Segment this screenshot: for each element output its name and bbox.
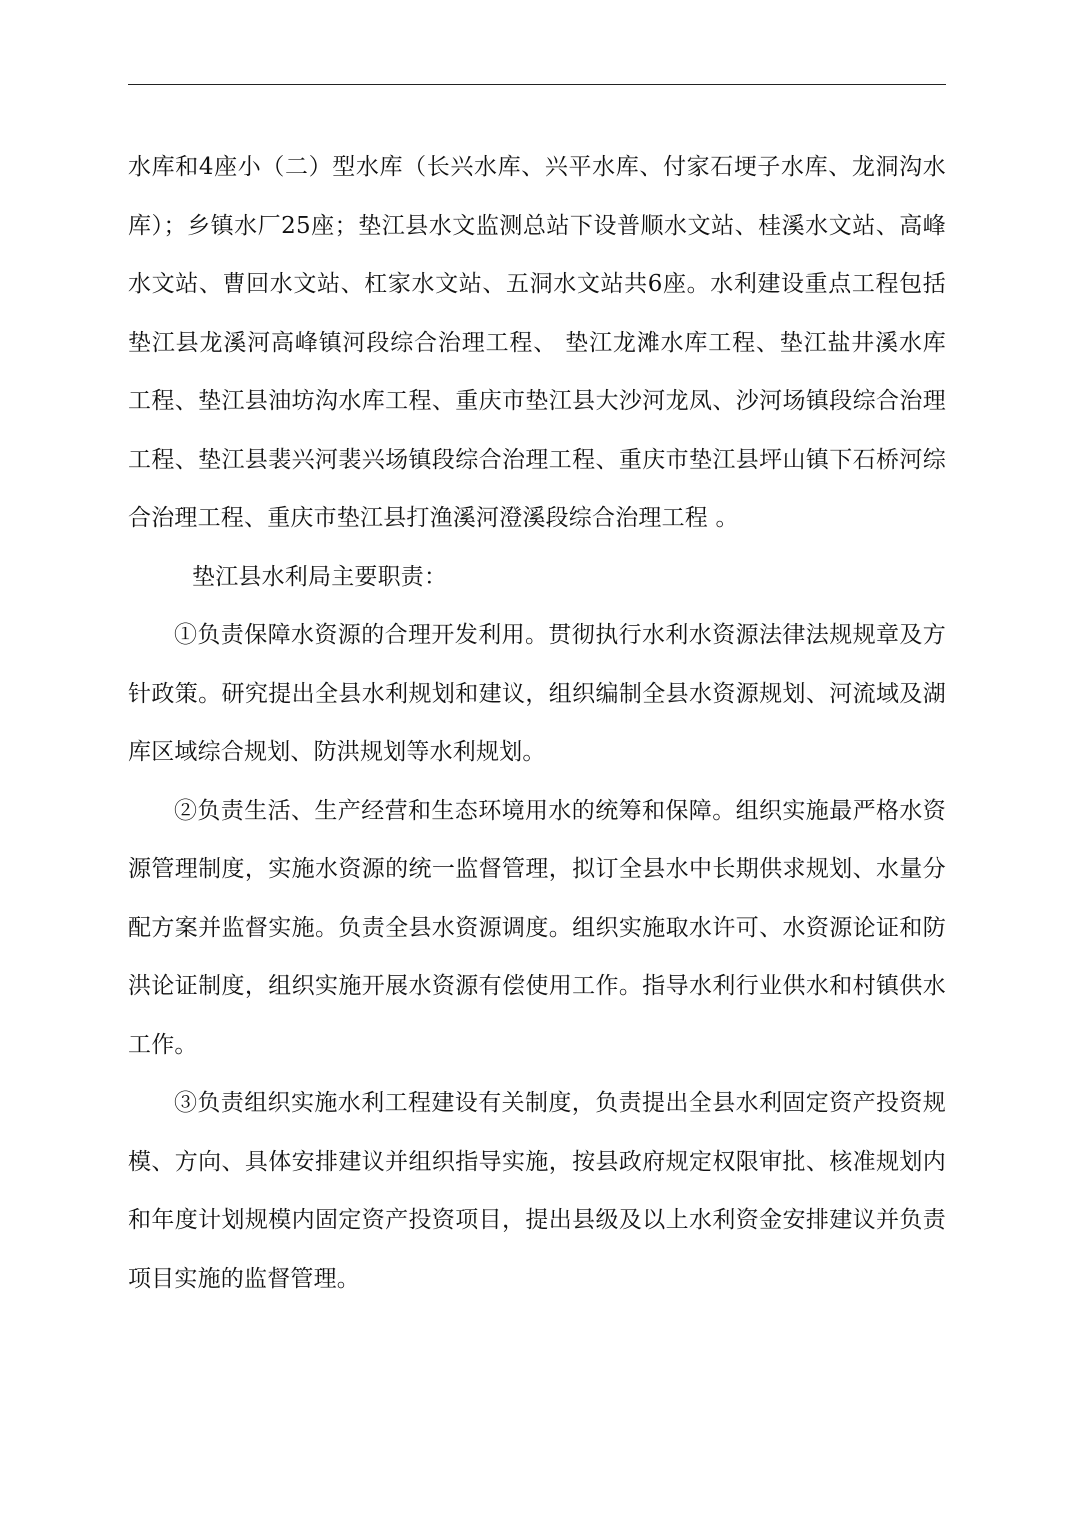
paragraph-duty-2: ②负责生活、生产经营和生态环境用水的统筹和保障。组织实施最严格水资源管理制度，实施水资源的统一监督管理，拟订全县水中长期供求规划、水量分配方案并监督实施。负责全县水资源调度。组织实施取水许可、水资源论证和防洪论证制度，组织实施开展水资源有偿使用工作。指导水利行业供水和村镇供水工作。 [128, 797, 946, 1058]
paragraph-intro: 水库和4座小（二）型水库（长兴水库、兴平水库、付家石埂子水库、龙洞沟水库）；乡镇水厂25座；垫江县水文监测总站下设普顺水文站、桂溪水文站、高峰水文站、曹回水文站、杠家水文站、五洞水文站共6座。水利建设重点工程包括垫江县龙溪河高峰镇河段综合治理工程、 垫江龙滩水库工程、垫江盐井溪水库工程、垫江县油坊沟水库工程、重庆市垫江县大沙河龙凤、沙河场镇段综合治理工程、垫江县裴兴河裴兴场镇段综合治理工程、重庆市垫江县坪山镇下石桥河综合治理工程、重庆市垫江县打渔溪河澄溪段综合治理工程 。 [128, 154, 946, 531]
header-rule [128, 84, 946, 85]
duties-heading: 垫江县水利局主要职责： [192, 563, 448, 590]
paragraph-duty-3: ③负责组织实施水利工程建设有关制度，负责提出全县水利固定资产投资规模、方向、具体安排建议并组织指导实施，按县政府规定权限审批、核准规划内和年度计划规模内固定资产投资项目，提出县级及以上水利资金安排建议并负责项目实施的监督管理。 [128, 1090, 946, 1292]
document-body [128, 138, 946, 1308]
paragraph-duty-1: ①负责保障水资源的合理开发利用。贯彻执行水利水资源法律法规规章及方针政策。研究提出全县水利规划和建议，组织编制全县水资源规划、河流域及湖库区域综合规划、防洪规划等水利规划。 [128, 622, 946, 765]
